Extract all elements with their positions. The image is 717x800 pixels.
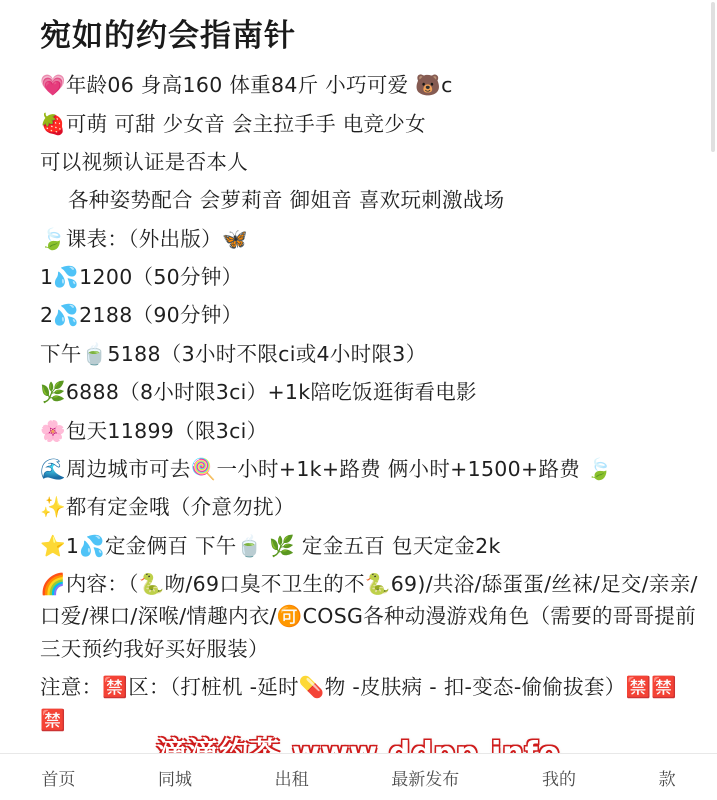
text-line: 🍓可萌 可甜 少女音 会主拉手手 电竞少女	[40, 111, 426, 136]
text-line: 注意：🈲区：（打桩机 -延时💊物 -皮肤病 - 扣-变态-偷偷拔套）🈲🈲🈲	[40, 675, 678, 732]
bottom-nav-label: 款	[658, 769, 676, 790]
text-line: 各种姿势配合 会萝莉音 御姐音 喜欢玩刺激战场	[68, 188, 505, 213]
text-line: 🌊周边城市可去🍭一小时+1k+路费 俩小时+1500+路费 🍃	[40, 456, 613, 481]
text-line: 🌿6888（8小时限3ci）+1k陪吃饭逛街看电影	[40, 380, 477, 405]
text-line: ⭐1💦定金俩百 下午🍵 🌿 定金五百 包天定金2k	[40, 533, 501, 558]
bottom-nav-label: 首页	[41, 769, 76, 790]
bottom-nav-label: 最新发布	[391, 769, 460, 790]
page-title: 宛如的约会指南针	[40, 18, 296, 54]
text-line: 🍃课表：（外出版）🦋	[40, 226, 248, 251]
text-line: 🌈内容：（🐍吻/69口臭不卫生的不🐍69)/共浴/舔蛋蛋/丝袜/足交/亲亲/口爱/裸口/深喉/情趣内衣/🉑COSG各种动漫游戏角色（需要的哥哥提前三天预约我好买好服装）	[40, 572, 698, 661]
bottom-navigation-bar	[0, 753, 717, 800]
text-line: 1💦1200（50分钟）	[40, 265, 243, 290]
bottom-nav-item[interactable]	[41, 765, 75, 790]
bottom-nav-label: 我的	[541, 769, 576, 790]
bottom-nav-label: 同城	[157, 769, 192, 790]
bottom-nav-item-publish[interactable]	[391, 765, 459, 790]
bottom-nav-item[interactable]	[659, 765, 676, 790]
bottom-nav-item[interactable]	[158, 765, 192, 790]
bottom-nav-label: 出租	[274, 769, 309, 790]
text-line: 2💦2188（90分钟）	[40, 303, 243, 328]
bottom-nav-item[interactable]	[542, 765, 576, 790]
text-line: ✨都有定金哦（介意勿扰）	[40, 495, 295, 520]
text-line: 💗年龄06 身高160 体重84斤 小巧可爱 🐻c	[40, 73, 453, 98]
text-line: 🌸包天11899（限3ci）	[40, 418, 268, 443]
scrollbar[interactable]	[711, 2, 715, 152]
text-line: 可以视频认证是否本人	[40, 149, 248, 174]
text-line: 下午🍵5188（3小时不限ci或4小时限3）	[40, 341, 427, 366]
bottom-nav-item[interactable]	[275, 765, 309, 790]
